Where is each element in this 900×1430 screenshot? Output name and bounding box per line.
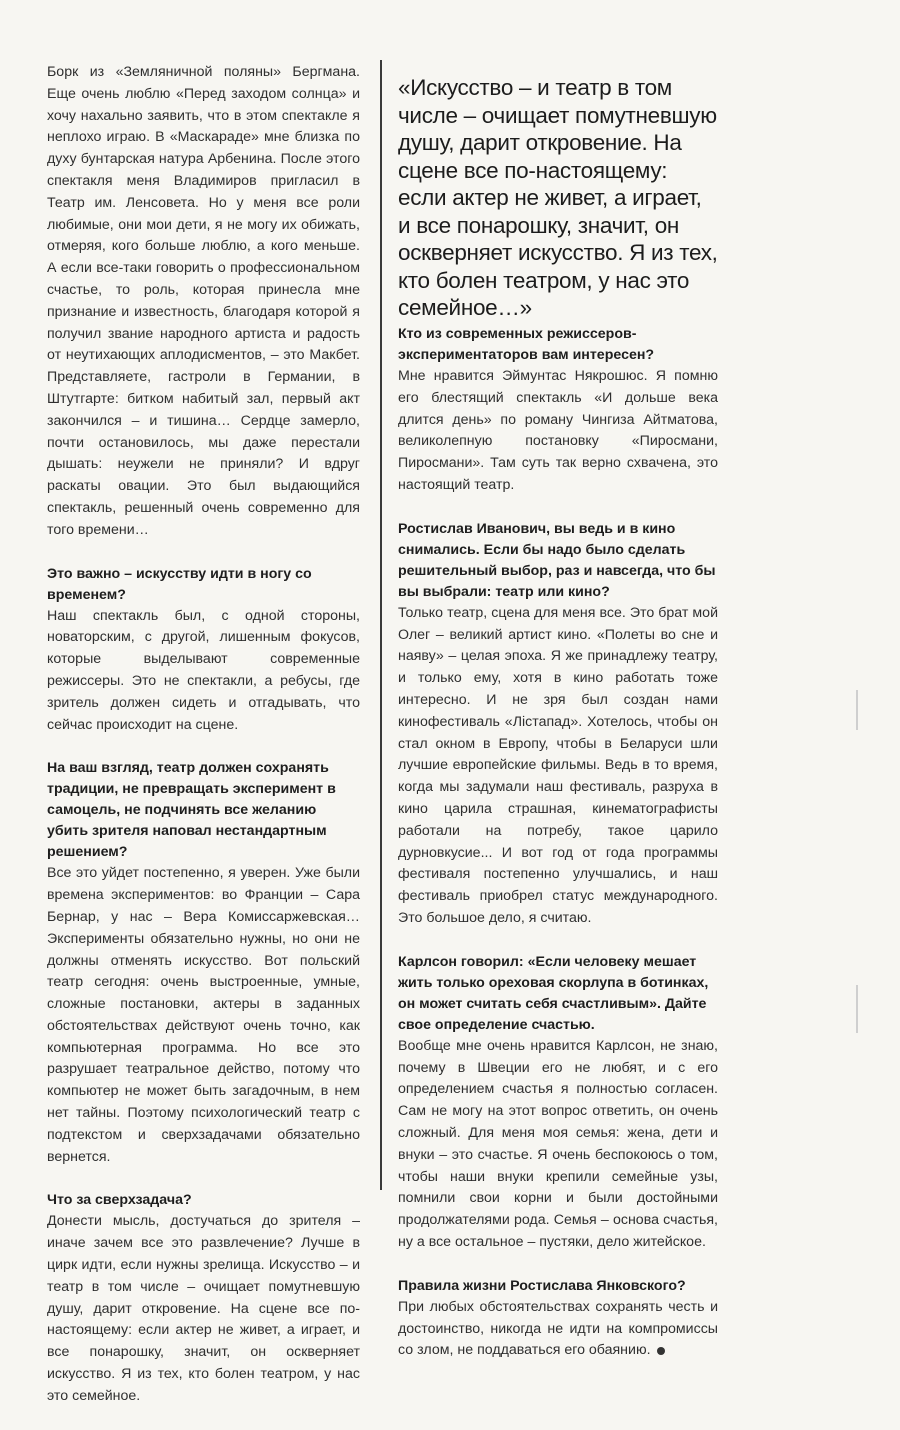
question: Что за сверхзадача?: [47, 1192, 192, 1209]
qa-block: [398, 324, 718, 497]
answer: Мне нравится Эймунтас Някрошюс. Я помню его блестящий спектакль «И дольше века длится день» по роману Чингиза Айтматова, великолепную постановку «Пиросмани, Пиросмани». Там суть так верно схвачена, это настоящий театр.: [398, 368, 718, 493]
page-edge-mark: [856, 985, 858, 1033]
pull-quote: «Искусство – и театр в том числе – очищает помутневшую душу, дарит откровение. На сцене все по-настоящему: если актер не живет, а играет, и все понарошку, значит, он оскверняет искусство. Я из тех, кто болен театром, у нас это семейное…»: [398, 75, 718, 320]
question: Кто из современных режиссеров-экспериментаторов вам интересен?: [398, 326, 655, 363]
question: Ростислав Иванович, вы ведь и в кино снимались. Если бы надо было сделать решительный выбор, раз и навсегда, что бы вы выбрали: театр или кино?: [398, 520, 716, 600]
answer: Наш спектакль был, с одной стороны, новаторским, с другой, лишенным фокусов, которые выделывают современные режиссеры. Это не спектакли, а ребусы, где зритель должен сидеть и отгадывать, что сейчас происходит на сцене.: [47, 607, 360, 733]
pull-quote-block: [398, 74, 718, 324]
question: Это важно – искусству идти в ногу со временем?: [47, 565, 312, 603]
question: Карлсон говорил: «Если человеку мешает жить только ореховая скорлупа в ботинках, он может считать себя счастливым». Дайте свое определение счастью.: [398, 953, 709, 1033]
qa-block: [47, 1190, 360, 1407]
qa-block: [398, 519, 718, 930]
answer: Донести мысль, достучаться до зрителя – иначе зачем все это развлечение? Лучше в цирк идти, если нужны зрелища. Искусство – и театр в том числе – очищает помутневшую душу, дарит откровение. На сцене все по-настоящему: если актер не живет, а играет, и все понарошку, значит, он оскверняет искусство. Я из тех, кто болен театром, у нас это семейное.: [47, 1213, 360, 1404]
qa-block: [398, 1276, 718, 1362]
column-divider: [380, 60, 382, 1190]
answer: Вообще мне очень нравится Карлсон, не знаю, почему в Швеции его не любят, и с его определением счастья я полностью согласен. Сам не могу на этот вопрос ответить, он очень сложный. Для меня моя семья: жена, дети и внуки – это счастье. Я очень беспокоюсь о том, чтобы наши внуки крепили семейные узы, помнили свои корни и были достойными продолжателями рода. Семья – основа счастья, ну а все остальное – пустяки, дело житейское.: [398, 1037, 718, 1250]
final-answer: [398, 1297, 718, 1362]
question: Правила жизни Ростислава Янковского?: [398, 1277, 686, 1294]
answer-text: При любых обстоятельствах сохранять честь и достоинство, никогда не идти на компромиссы со злом, не поддаваться его обаянию.: [398, 1298, 718, 1359]
question: На ваш взгляд, театр должен сохранять традиции, не превращать эксперимент в самоцель, не подчинять все желанию убить зрителя наповал нестандартным решением?: [47, 760, 336, 861]
answer: Все это уйдет постепенно, я уверен. Уже были времена экспериментов: во Франции – Сара Бернар, у нас – Вера Комиссаржевская… Эксперименты обязательно нужны, но они не должны отменять искусство. Вот польский театр сегодня: очень выстроенные, умные, сложные постановки, актеры в заданных обстоятельствах действуют очень точно, как компьютерная программа. Но все это разрушает театральное действо, потому что компьютер не может быть загадочным, в нем нет тайны. Поэтому психологический театр с подтекстом и сверхзадачами обязательно вернется.: [47, 865, 360, 1165]
intro-paragraph: Борк из «Земляничной поляны» Бергмана. Еще очень люблю «Перед заходом солнца» и хочу нахально заявить, что в этом спектакле я неплохо играю. В «Маскараде» мне близка по духу бунтарская натура Арбенина. После этого спектакля меня Владимиров пригласил в Театр им. Ленсовета. Но у меня все роли любимые, они мои дети, я не могу их обижать, отмеряя, кого больше люблю, а кого меньше. А если все-таки говорить о профессиональном счастье, то роль, которая принесла мне признание и известность, благодаря которой я получил звание народного артиста и радость от неутихающих аплодисментов, – это Макбет. Представляете, гастроли в Германии, в Штутгарте: битком набитый зал, первый акт закончился – и тишина… Сердце замерло, почти остановилось, мы даже перестали дышать: неужели не приняли? И вдруг раскаты овации. Это был выдающийся спектакль, решенный очень современно для того времени…: [47, 64, 360, 538]
end-of-article-mark: [657, 1347, 665, 1355]
qa-block: [398, 952, 718, 1254]
page-edge-mark: [856, 690, 858, 730]
right-column: [398, 62, 718, 1384]
qa-block: [47, 564, 360, 737]
left-column: [47, 62, 360, 1430]
intro-block: [47, 62, 360, 542]
answer: Только театр, сцена для меня все. Это брат мой Олег – великий артист кино. «Полеты во сне и наяву» – целая эпоха. Я же принадлежу театру, и только ему, хотя в кино работать тоже интересно. И не зря был создан нами кинофестиваль «Лістапад». Хотелось, чтобы он стал окном в Европу, чтобы в Беларуси шли лучшие европейские фильмы. Ведь в то время, когда мы задумали наш фестиваль, разруха в кино царила страшная, кинематографисты работали на потребу, такое царило дурновкусие... И вот год от года программы фестиваля постепенно улучшались, и наш фестиваль приобрел статус международного. Это большое дело, я считаю.: [398, 604, 718, 926]
qa-block: [47, 758, 360, 1168]
